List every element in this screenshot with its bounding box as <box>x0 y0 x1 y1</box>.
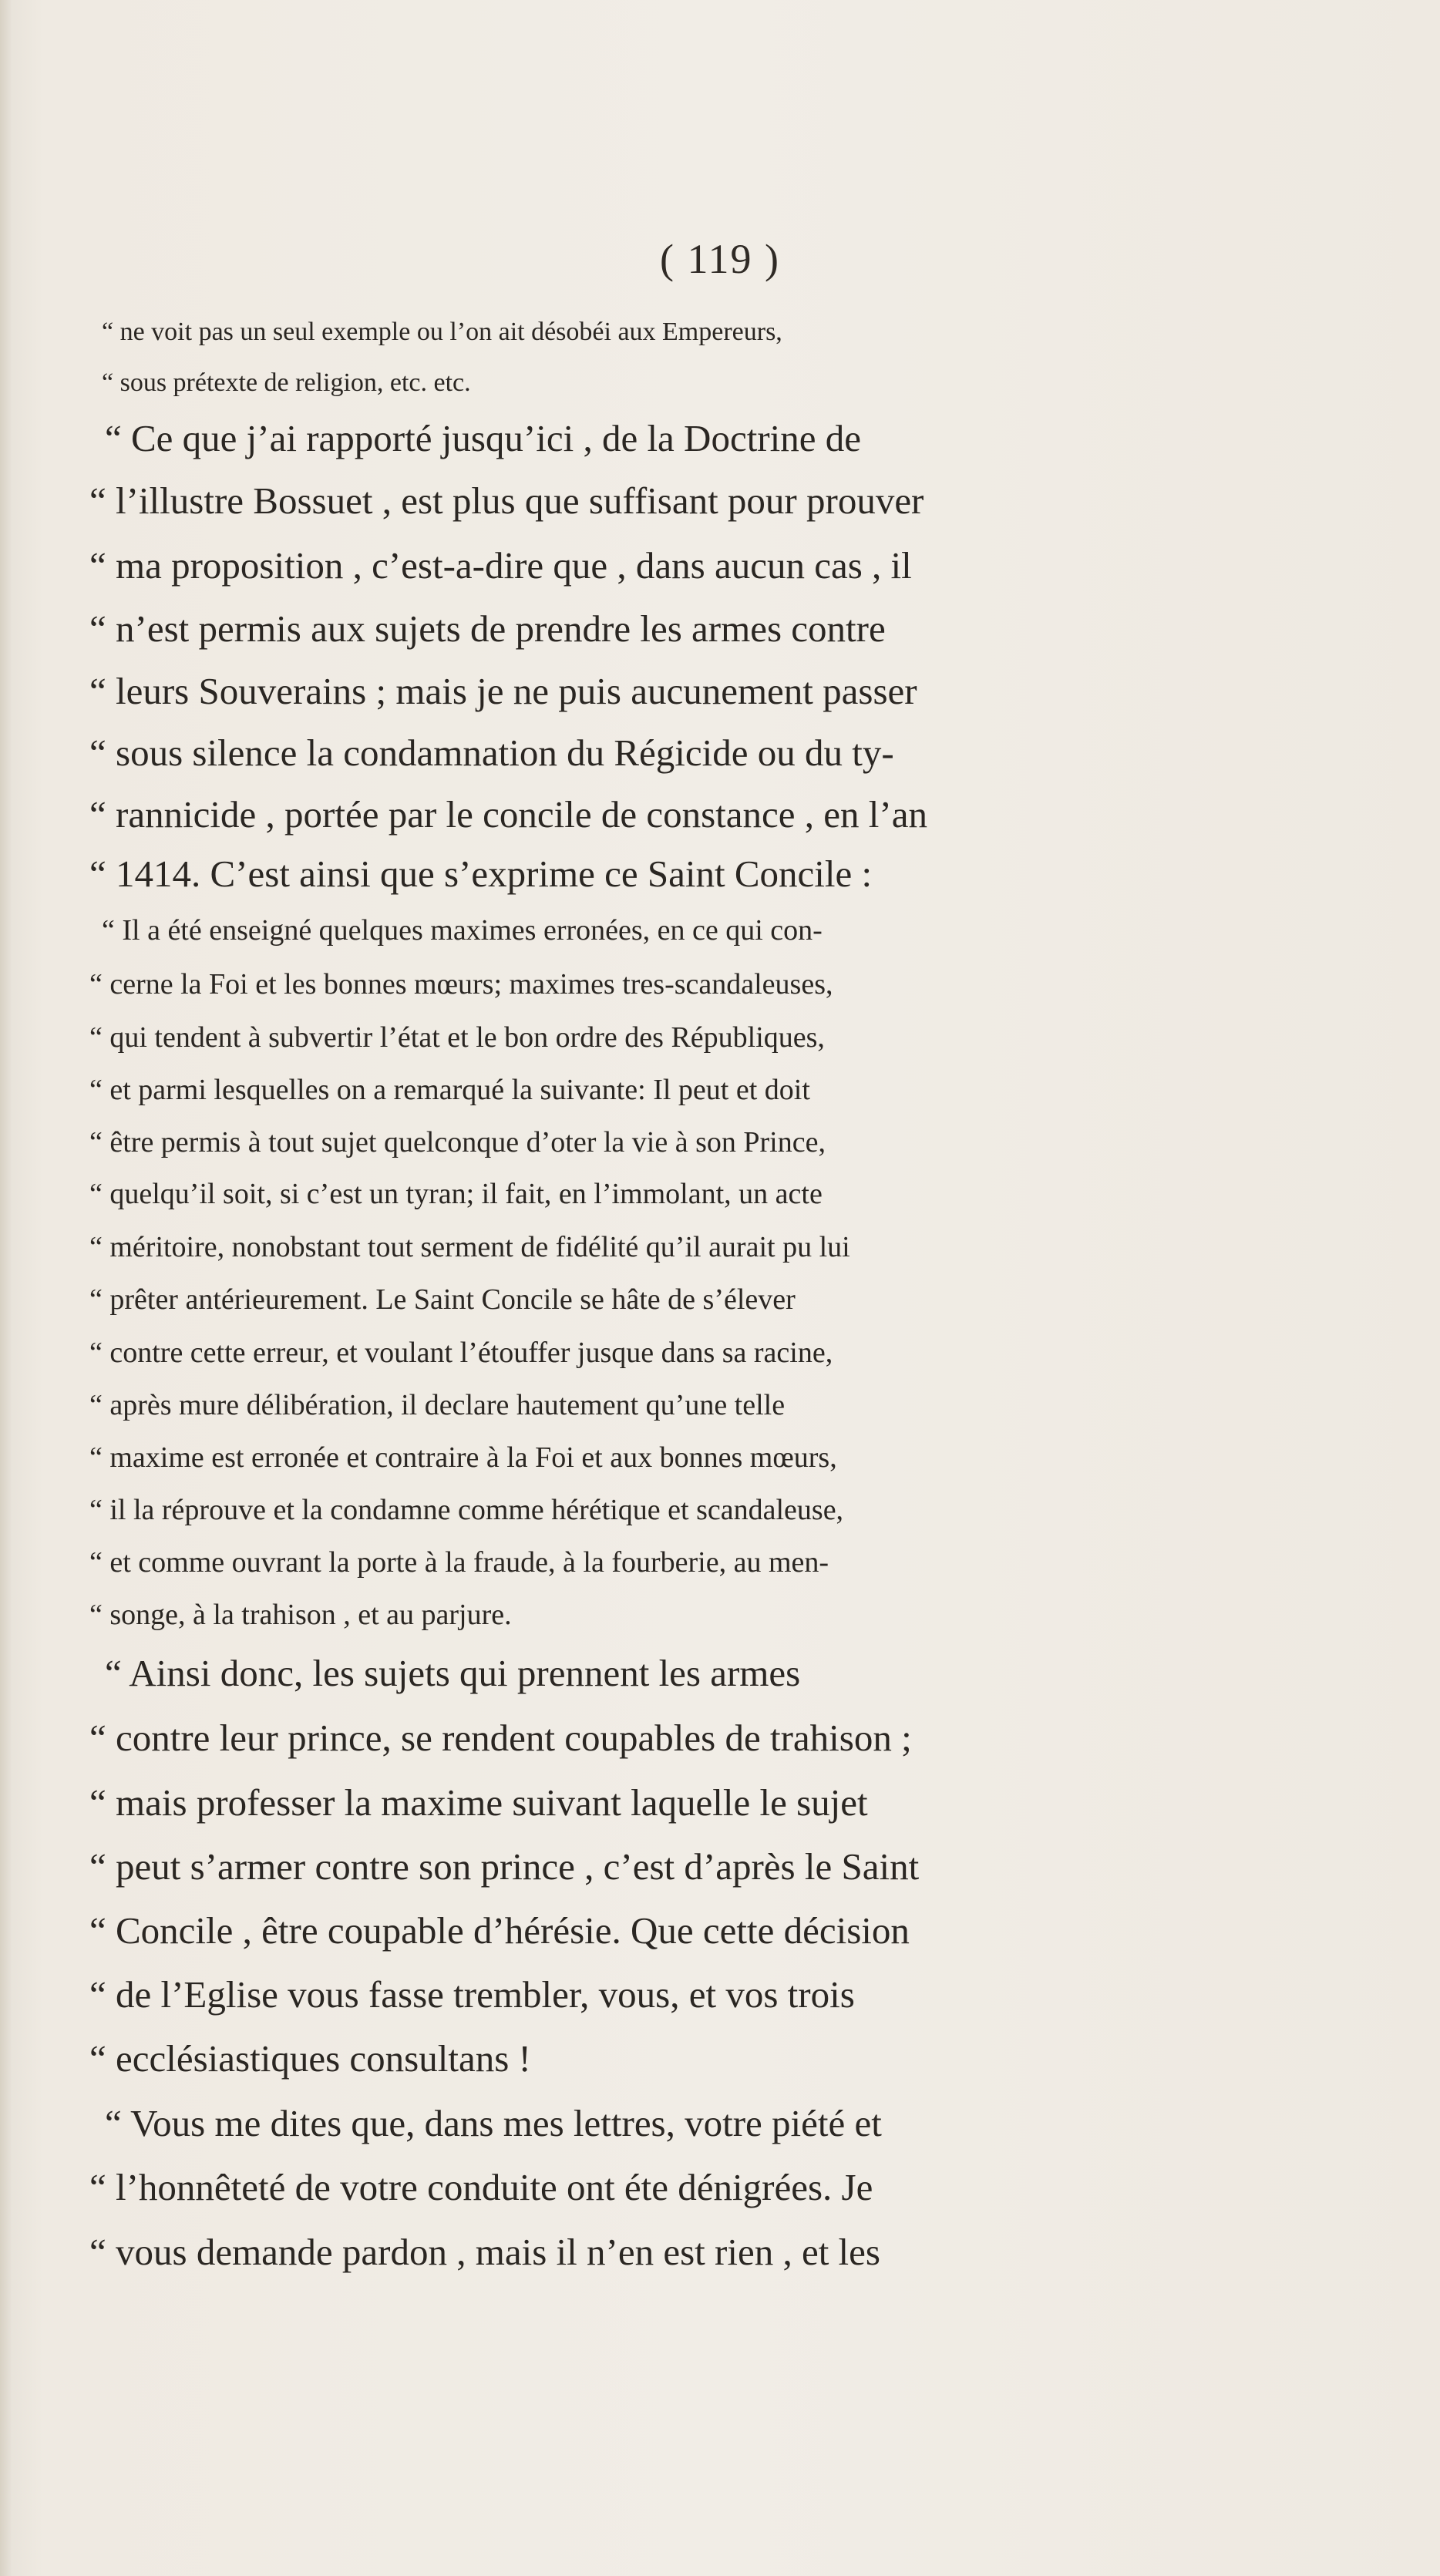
text-line: “ contre leur prince, se rendent coupables de trahison ; <box>89 1717 912 1759</box>
text-line: “ ma proposition , c’est-a-dire que , dans aucun cas , il <box>89 544 912 587</box>
text-line: “ prêter antérieurement. Le Saint Concile se hâte de s’élever <box>89 1283 796 1316</box>
text-line: “ ne voit pas un seul exemple ou l’on ait désobéi aux Empereurs, <box>102 318 782 346</box>
text-line: “ être permis à tout sujet quelconque d’oter la vie à son Prince, <box>89 1126 826 1159</box>
text-line: “ vous demande pardon , mais il n’en est rien , et les <box>89 2231 880 2273</box>
text-line: “ de l’Eglise vous fasse trembler, vous, et vos trois <box>89 1973 855 2016</box>
text-line: “ quelqu’il soit, si c’est un tyran; il fait, en l’immolant, un acte <box>89 1178 823 1210</box>
text-line: “ et comme ouvrant la porte à la fraude, à la fourberie, au men- <box>89 1546 829 1579</box>
text-line: “ sous silence la condamnation du Régicide ou du ty- <box>89 731 894 774</box>
text-line: “ mais professer la maxime suivant laquelle le sujet <box>89 1781 868 1824</box>
text-line: “ ecclésiastiques consultans ! <box>89 2037 531 2080</box>
text-line: “ 1414. C’est ainsi que s’exprime ce Saint Concile : <box>89 853 873 895</box>
text-line: “ Ce que j’ai rapporté jusqu’ici , de la Doctrine de <box>105 417 861 459</box>
text-line: “ n’est permis aux sujets de prendre les armes contre <box>89 607 886 650</box>
text-line: “ l’honnêteté de votre conduite ont éte dénigrées. Je <box>89 2166 873 2208</box>
text-line: “ il la réprouve et la condamne comme hérétique et scandaleuse, <box>89 1494 844 1526</box>
text-line: “ après mure délibération, il declare hautement qu’une telle <box>89 1389 786 1421</box>
text-line: “ Ainsi donc, les sujets qui prennent les armes <box>105 1652 801 1694</box>
page-number: ( 119 ) <box>660 236 780 282</box>
text-line: “ Il a été enseigné quelques maximes erronées, en ce qui con- <box>102 914 823 947</box>
text-line: “ maxime est erronée et contraire à la Foi et aux bonnes mœurs, <box>89 1441 837 1474</box>
text-line: “ Concile , être coupable d’hérésie. Que cette décision <box>89 1909 910 1952</box>
text-line: “ rannicide , portée par le concile de constance , en l’an <box>89 793 927 836</box>
text-line: “ peut s’armer contre son prince , c’est d’après le Saint <box>89 1845 920 1888</box>
text-line: “ et parmi lesquelles on a remarqué la suivante: Il peut et doit <box>89 1074 810 1106</box>
text-line: “ qui tendent à subvertir l’état et le bon ordre des Républiques, <box>89 1021 825 1054</box>
text-line: “ l’illustre Bossuet , est plus que suffisant pour prouver <box>89 479 924 522</box>
text-line: “ méritoire, nonobstant tout serment de fidélité qu’il aurait pu lui <box>89 1231 850 1263</box>
text-line: “ leurs Souverains ; mais je ne puis aucunement passer <box>89 670 917 712</box>
text-line: “ sous prétexte de religion, etc. etc. <box>102 368 471 397</box>
text-line: “ Vous me dites que, dans mes lettres, votre piété et <box>105 2102 882 2144</box>
text-line: “ cerne la Foi et les bonnes mœurs; maximes tres-scandaleuses, <box>89 968 833 1000</box>
text-line: “ contre cette erreur, et voulant l’étouffer jusque dans sa racine, <box>89 1337 833 1369</box>
text-line: “ songe, à la trahison , et au parjure. <box>89 1599 512 1631</box>
